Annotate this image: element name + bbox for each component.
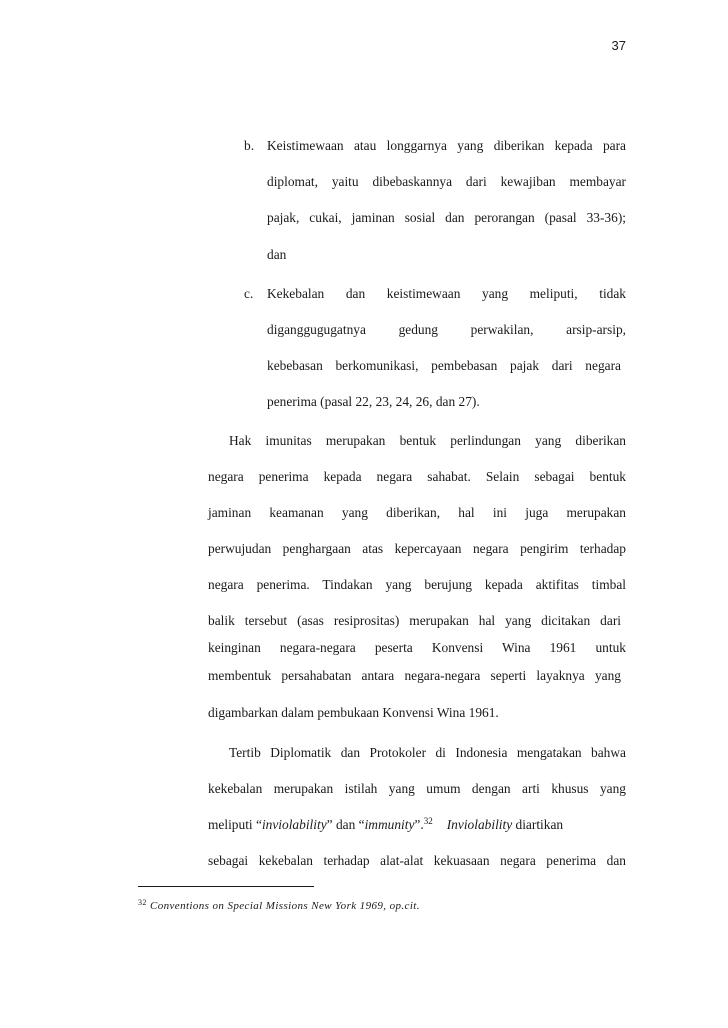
term-immunity: immunity bbox=[364, 817, 415, 832]
text-line: dan bbox=[267, 247, 287, 262]
text-line: Hak imunitas merupakan bentuk perlindungan yang diberikan bbox=[229, 433, 626, 448]
text-line: kekebalan merupakan istilah yang umum dengan arti khusus yang bbox=[208, 781, 626, 796]
text-line: diganggugugatnya gedung perwakilan, arsip-arsip, bbox=[267, 322, 626, 337]
footnote-reference: 32 bbox=[423, 816, 433, 826]
text-line: kebebasan berkomunikasi, pembebasan pajak dari negara bbox=[267, 358, 621, 373]
text-line: Tertib Diplomatik dan Protokoler di Indonesia mengatakan bahwa bbox=[229, 745, 626, 760]
text-line: jaminan keamanan yang diberikan, hal ini juga merupakan bbox=[208, 505, 626, 520]
footnote bbox=[138, 896, 420, 913]
text-line: perwujudan penghargaan atas kepercayaan negara pengirim terhadap bbox=[208, 541, 626, 556]
text-line: Keistimewaan atau longgarnya yang diberikan kepada para bbox=[267, 138, 626, 153]
text-line: penerima (pasal 22, 23, 24, 26, dan 27). bbox=[267, 394, 480, 409]
term-inviolability-capital: Inviolability bbox=[446, 817, 513, 832]
text-line: negara penerima. Tindakan yang berujung kepada aktifitas timbal bbox=[208, 577, 626, 592]
list-marker-b: b. bbox=[244, 138, 255, 153]
text-line: membentuk persahabatan antara negara-negara seperti layaknya yang bbox=[208, 668, 621, 683]
text-line: negara penerima kepada negara sahabat. Selain sebagai bentuk bbox=[208, 469, 626, 484]
footnote-divider bbox=[138, 886, 314, 887]
text-line: balik tersebut (asas resiprositas) merupakan hal yang dicitakan dari bbox=[208, 613, 621, 628]
text-line: digambarkan dalam pembukaan Konvensi Wina 1961. bbox=[208, 705, 499, 720]
footnote-number: 32 bbox=[138, 898, 147, 907]
text-line: Kekebalan dan keistimewaan yang meliputi, tidak bbox=[267, 286, 626, 301]
text-line: meliputi “inviolability” dan “immunity”.$^{32}$ Inviolability diartikan bbox=[208, 816, 564, 832]
text-line: keinginan negara-negara peserta Konvensi Wina 1961 untuk bbox=[208, 640, 626, 655]
page-number: 37 bbox=[611, 38, 626, 53]
text-line: pajak, cukai, jaminan sosial dan perorangan (pasal 33-36); bbox=[267, 210, 626, 225]
text-line: diplomat, yaitu dibebaskannya dari kewajiban membayar bbox=[267, 174, 626, 189]
list-marker-c: c. bbox=[244, 286, 254, 301]
text-line: sebagai kekebalan terhadap alat-alat kekuasaan negara penerima dan bbox=[208, 853, 626, 868]
term-inviolability: inviolability bbox=[261, 817, 327, 832]
footnote-text: Conventions on Special Missions New York 1969, op.cit. bbox=[149, 900, 420, 912]
